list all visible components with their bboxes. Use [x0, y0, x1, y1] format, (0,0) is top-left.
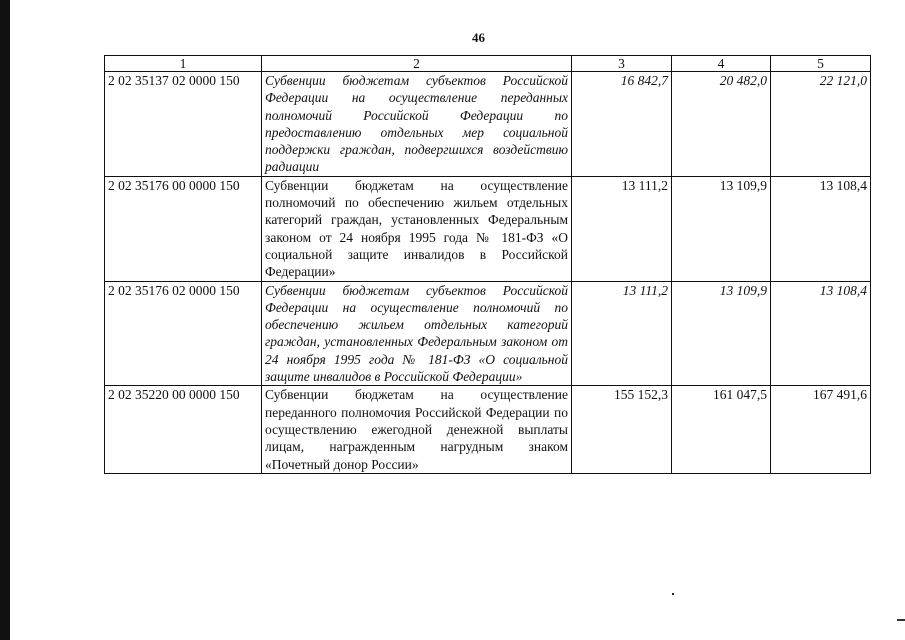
- row-description: Субвенции бюджетам на осуществление переданного полномочия Российской Федерации по осуществлению ежегодной денежной выплаты лицам, награжденным нагрудным знаком «Почетный донор России»: [262, 386, 572, 473]
- table-row: [105, 281, 871, 386]
- row-value-col5: 13 108,4: [771, 176, 871, 281]
- row-value-col3: 16 842,7: [572, 72, 672, 177]
- page-number: 46: [472, 30, 485, 45]
- row-value-col3: 13 111,2: [572, 176, 672, 281]
- row-code: 2 02 35176 02 0000 150: [105, 281, 262, 386]
- row-value-col4: 13 109,9: [672, 281, 771, 386]
- column-header-1: 1: [105, 56, 262, 72]
- row-value-col5: 22 121,0: [771, 72, 871, 177]
- budget-table: [104, 55, 871, 474]
- row-value-col4: 20 482,0: [672, 72, 771, 177]
- column-header-4: 4: [672, 56, 771, 72]
- column-header-2: 2: [262, 56, 572, 72]
- table-header-row: [105, 56, 871, 72]
- row-code: 2 02 35137 02 0000 150: [105, 72, 262, 177]
- table-row: [105, 386, 871, 473]
- row-code: 2 02 35220 00 0000 150: [105, 386, 262, 473]
- scan-edge-mark: [897, 619, 905, 621]
- row-value-col4: 161 047,5: [672, 386, 771, 473]
- row-description: Субвенции бюджетам на осуществление полномочий по обеспечению жильем отдельных категорий граждан, установленных Федеральным законом от 24 ноября 1995 года № 181-ФЗ «О социальной защите инвалидов в Российской Федерации»: [262, 176, 572, 281]
- row-value-col5: 13 108,4: [771, 281, 871, 386]
- row-value-col5: 167 491,6: [771, 386, 871, 473]
- scan-speck: [672, 593, 674, 595]
- row-value-col3: 155 152,3: [572, 386, 672, 473]
- row-description: Субвенции бюджетам субъектов Российской Федерации на осуществление полномочий по обеспечению жильем отдельных категорий граждан, установленных Федеральным законом от 24 ноября 1995 года № 181-ФЗ «О социальной защите инвалидов в Российской Федерации»: [262, 281, 572, 386]
- scan-left-edge: [0, 0, 10, 640]
- table-row: [105, 72, 871, 177]
- column-header-3: 3: [572, 56, 672, 72]
- table-row: [105, 176, 871, 281]
- column-header-5: 5: [771, 56, 871, 72]
- row-value-col4: 13 109,9: [672, 176, 771, 281]
- row-code: 2 02 35176 00 0000 150: [105, 176, 262, 281]
- row-description: Субвенции бюджетам субъектов Российской Федерации на осуществление переданных полномочий Российской Федерации по предоставлению отдельных мер социальной поддержки граждан, подвергшихся воздействию радиации: [262, 72, 572, 177]
- row-value-col3: 13 111,2: [572, 281, 672, 386]
